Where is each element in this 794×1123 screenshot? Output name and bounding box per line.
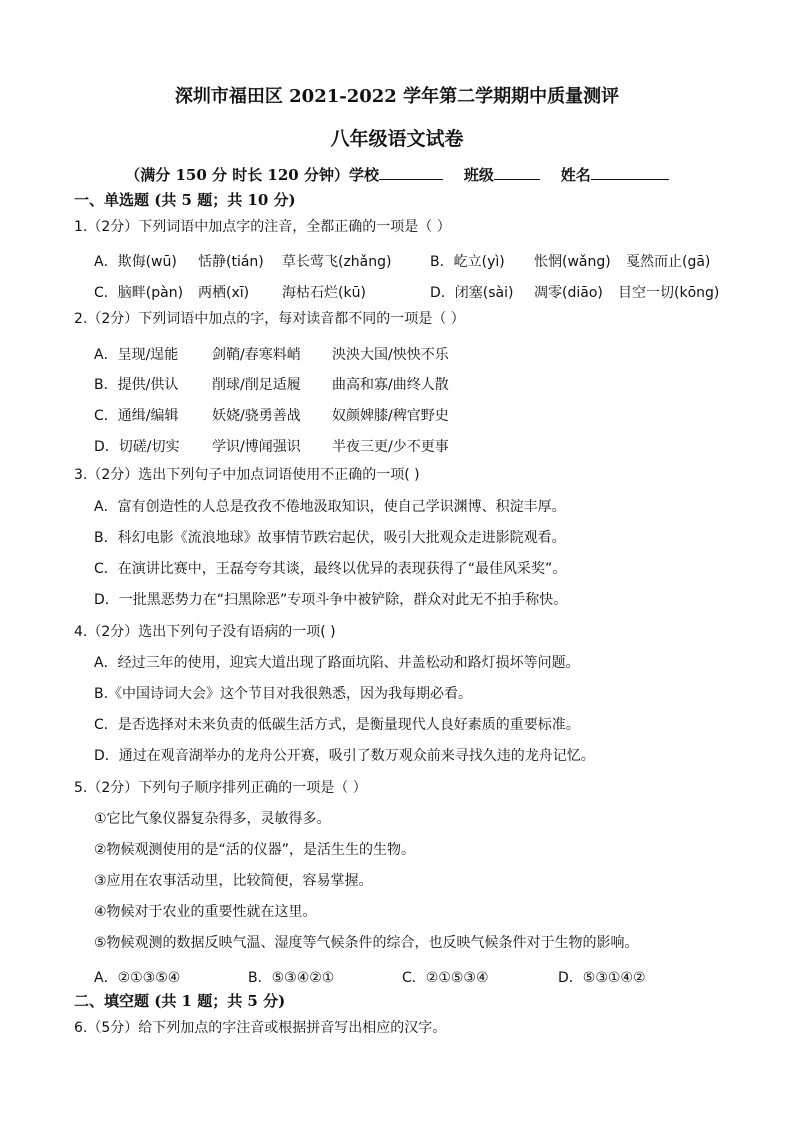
question-1-stem: 1.（2分）下列词语中加点字的注音，全都正确的一项是（ ） xyxy=(74,219,451,235)
q2-option-b xyxy=(94,374,734,393)
q5-choice-b: B．⑤③④②① xyxy=(248,970,335,986)
q5-choice-a: A．②①③⑤④ xyxy=(94,970,181,986)
q1-option-a-1: A．欺侮(wū) xyxy=(94,254,177,270)
q5-sentence-3: ③应用在农事活动里，比较简便，容易掌握。 xyxy=(94,873,373,889)
q1-option-b-1: B．屹立(yì) xyxy=(430,254,505,270)
question-5-stem: 5.（2分）下列句子顺序排列正确的一项是（ ） xyxy=(74,780,367,796)
q2-option-d xyxy=(94,436,734,455)
q1-option-d-3: 目空一切(kōng) xyxy=(618,285,720,301)
q1-option-c-2: 两栖(xī) xyxy=(198,285,250,301)
q3-option-c: C．在演讲比赛中，王磊夸夸其谈，最终以优异的表现获得了“最佳风采奖”。 xyxy=(94,561,567,577)
q2-b-pair-3: 曲高和寡/曲终人散 xyxy=(332,377,449,393)
q1-option-a-3: 草长莺飞(zhǎng) xyxy=(282,254,392,270)
q3-option-b: B．科幻电影《流浪地球》故事情节跌宕起伏，吸引大批观众走进影院观看。 xyxy=(94,530,566,546)
q1-option-d-1: D．闭塞(sài) xyxy=(430,285,514,301)
q4-option-d: D．通过在观音湖举办的龙舟公开赛，吸引了数万观众前来寻找久违的龙舟记忆。 xyxy=(94,748,595,764)
q5-choice-c: C．②①⑤③④ xyxy=(402,970,489,986)
section-2-heading: 二、填空题 (共 1 题；共 5 分) xyxy=(74,992,286,1010)
q2-d-pair-3: 半夜三更/少不更事 xyxy=(332,439,449,455)
name-label: 姓名 xyxy=(560,166,591,184)
q1-option-b-3: 戛然而止(gā) xyxy=(626,254,711,270)
q2-a-pair-1: A．呈现/逞能 xyxy=(94,347,179,363)
q5-choice-d: D．⑤③①④② xyxy=(558,970,646,986)
question-1-row-2 xyxy=(94,282,734,301)
question-3-stem: 3.（2分）选出下列句子中加点词语使用不正确的一项( ) xyxy=(74,467,420,483)
q5-choices xyxy=(94,967,734,986)
q2-c-pair-1: C．通缉/编辑 xyxy=(94,408,179,424)
name-blank[interactable] xyxy=(591,165,669,180)
q2-a-pair-3: 泱泱大国/怏怏不乐 xyxy=(332,347,449,363)
question-2-stem: 2.（2分）下列词语中加点的字，每对读音都不同的一项是（ ） xyxy=(74,311,465,327)
q1-option-c-1: C．脑畔(pàn) xyxy=(94,285,184,301)
q2-option-c xyxy=(94,405,734,424)
q2-c-pair-2: 妖娆/骁勇善战 xyxy=(212,408,301,424)
section-1-heading: 一、单选题 (共 5 题；共 10 分) xyxy=(74,191,296,209)
q2-b-pair-2: 削球/削足适履 xyxy=(212,377,301,393)
exam-subtitle: 八年级语文试卷 xyxy=(330,128,464,150)
q2-d-pair-2: 学识/博闻强识 xyxy=(212,439,301,455)
q5-sentence-5: ⑤物候观测的数据反映气温、湿度等气候条件的综合，也反映气候条件对于生物的影响。 xyxy=(94,935,639,951)
info-prefix: （满分 150 分 时长 120 分钟）学校 xyxy=(125,166,379,184)
q2-c-pair-3: 奴颜婢膝/稗官野史 xyxy=(332,408,449,424)
q5-sentence-4: ④物候对于农业的重要性就在这里。 xyxy=(94,904,317,920)
q4-option-b: B.《中国诗词大会》这个节目对我很熟悉，因为我每期必看。 xyxy=(94,686,473,702)
question-6-stem: 6.（5分）给下列加点的字注音或根据拼音写出相应的汉字。 xyxy=(74,1020,447,1036)
q2-d-pair-1: D．切磋/切实 xyxy=(94,439,180,455)
question-1-row-1 xyxy=(94,251,734,270)
school-blank[interactable] xyxy=(379,165,443,180)
class-label: 班级 xyxy=(463,166,494,184)
q5-sentence-1: ①它比气象仪器复杂得多，灵敏得多。 xyxy=(94,811,331,827)
q4-option-c: C．是否选择对未来负责的低碳生活方式，是衡量现代人良好素质的重要标准。 xyxy=(94,717,580,733)
q1-option-c-3: 海枯石烂(kū) xyxy=(282,285,366,301)
question-4-stem: 4.（2分）选出下列句子没有语病的一项( ) xyxy=(74,624,336,640)
q3-option-a: A．富有创造性的人总是孜孜不倦地汲取知识，使自己学识渊博、积淀丰厚。 xyxy=(94,499,566,515)
q1-option-b-2: 怅惘(wǎng) xyxy=(534,254,611,270)
q3-option-d: D．一批黑恶势力在“扫黑除恶”专项斗争中被铲除，群众对此无不拍手称快。 xyxy=(94,592,568,608)
class-blank[interactable] xyxy=(494,165,540,180)
q5-sentence-2: ②物候观测使用的是“活的仪器”，是活生生的生物。 xyxy=(94,842,416,858)
q2-a-pair-2: 剑鞘/春寒料峭 xyxy=(212,347,301,363)
q1-option-d-2: 凋零(diāo) xyxy=(534,285,603,301)
exam-title: 深圳市福田区 2021-2022 学年第二学期期中质量测评 xyxy=(174,86,620,107)
q4-option-a: A．经过三年的使用，迎宾大道出现了路面坑陷、井盖松动和路灯损坏等问题。 xyxy=(94,655,580,671)
exam-info-line xyxy=(0,165,794,183)
q2-option-a xyxy=(94,344,734,363)
q1-option-a-2: 恬静(tián) xyxy=(198,254,264,270)
q2-b-pair-1: B．提供/供认 xyxy=(94,377,179,393)
